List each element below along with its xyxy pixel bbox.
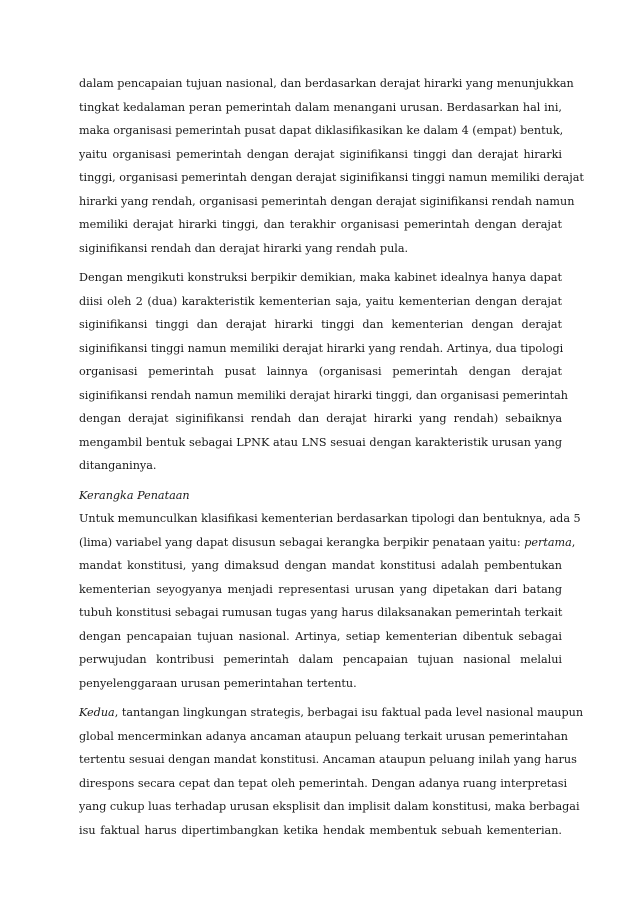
section-heading-text: Kerangka Penataan xyxy=(79,488,190,502)
text-line: siginifikansi rendah namun memiliki derajat hirarki tinggi, dan organisasi pemerintah xyxy=(79,388,568,402)
text-line: tingkat kedalaman peran pemerintah dalam menangani urusan. Berdasarkan hal ini, xyxy=(79,100,562,114)
text-line: Dengan mengikuti konstruksi berpikir demikian, maka kabinet idealnya hanya dapat xyxy=(79,271,562,284)
italic-term: Kedua xyxy=(79,706,115,719)
text-line: tertentu sesuai dengan mandat konstitusi. Ancaman ataupun peluang inilah yang harus xyxy=(79,753,577,766)
italic-term: pertama xyxy=(524,535,572,549)
text-line: Untuk memunculkan klasifikasi kementerian berdasarkan tipologi dan bentuknya, ada 5 xyxy=(79,512,581,525)
text-line: ditanganinya. xyxy=(79,459,157,472)
text-line: direspons secara cepat dan tepat oleh pemerintah. Dengan adanya ruang interpretasi xyxy=(79,776,568,790)
text-line: hirarki yang rendah, organisasi pemerintah dengan derajat siginifikansi rendah namun xyxy=(79,194,575,208)
text-line: penyelenggaraan urusan pemerintahan tertentu. xyxy=(79,676,357,690)
text-line xyxy=(79,531,576,555)
document-body xyxy=(79,72,584,848)
paragraph-classification xyxy=(79,72,584,260)
text-line: kementerian seyogyanya menjadi representasi urusan yang dipetakan dari batang xyxy=(79,582,562,596)
text-line: diisi oleh 2 (dua) karakteristik kementerian saja, yaitu kementerian dengan derajat xyxy=(79,294,562,308)
text-run: , tantangan lingkungan strategis, berbagai isu faktual pada level nasional maupun xyxy=(114,706,584,719)
text-line: dengan pencapaian tujuan nasional. Artinya, setiap kementerian dibentuk sebagai xyxy=(79,629,562,643)
text-line: isu faktual harus dipertimbangkan ketika hendak membentuk sebuah kementerian. xyxy=(79,823,562,837)
text-line: organisasi pemerintah pusat lainnya (organisasi pemerintah dengan derajat xyxy=(79,365,562,378)
text-line xyxy=(79,701,584,725)
paragraph-framework xyxy=(79,507,581,695)
text-line: dengan derajat siginifikansi rendah dan derajat hirarki yang rendah) sebaiknya xyxy=(79,412,562,425)
paragraph-strategic-challenges xyxy=(79,701,584,842)
paragraph-ideal-cabinet xyxy=(79,266,568,478)
text-line: siginifikansi tinggi dan derajat hirarki tinggi dan kementerian dengan derajat xyxy=(79,318,562,331)
text-run: (lima) variabel yang dapat disusun sebagai kerangka berpikir penataan yaitu: xyxy=(79,535,525,549)
text-line: global mencerminkan adanya ancaman ataupun peluang terkait urusan pemerintahan xyxy=(79,729,569,743)
text-line: maka organisasi pemerintah pusat dapat diklasifikasikan ke dalam 4 (empat) bentuk, xyxy=(79,124,564,137)
text-line: siginifikansi tinggi namun memiliki derajat hirarki yang rendah. Artinya, dua tipologi xyxy=(79,341,564,355)
text-line: dalam pencapaian tujuan nasional, dan berdasarkan derajat hirarki yang menunjukkan xyxy=(79,77,574,90)
text-line: mandat konstitusi, yang dimaksud dengan mandat konstitusi adalah pembentukan xyxy=(79,559,562,572)
text-line: memiliki derajat hirarki tinggi, dan terakhir organisasi pemerintah dengan derajat xyxy=(79,218,562,231)
text-line: perwujudan kontribusi pemerintah dalam pencapaian tujuan nasional melalui xyxy=(79,653,562,666)
text-line: mengambil bentuk sebagai LPNK atau LNS sesuai dengan karakteristik urusan yang xyxy=(79,435,562,449)
text-line: tinggi, organisasi pemerintah dengan derajat siginifikansi tinggi namun memiliki derajat xyxy=(79,171,584,184)
text-line: tubuh konstitusi sebagai rumusan tugas yang harus dilaksanakan pemerintah terkait xyxy=(79,606,563,619)
text-line: yaitu organisasi pemerintah dengan derajat siginifikansi tinggi dan derajat hirarki xyxy=(79,147,562,161)
text-run: , xyxy=(571,535,576,549)
section-heading xyxy=(79,484,562,508)
text-line: siginifikansi rendah dan derajat hirarki yang rendah pula. xyxy=(79,241,409,255)
text-line: yang cukup luas terhadap urusan eksplisit dan implisit dalam konstitusi, maka berbagai xyxy=(79,800,580,813)
